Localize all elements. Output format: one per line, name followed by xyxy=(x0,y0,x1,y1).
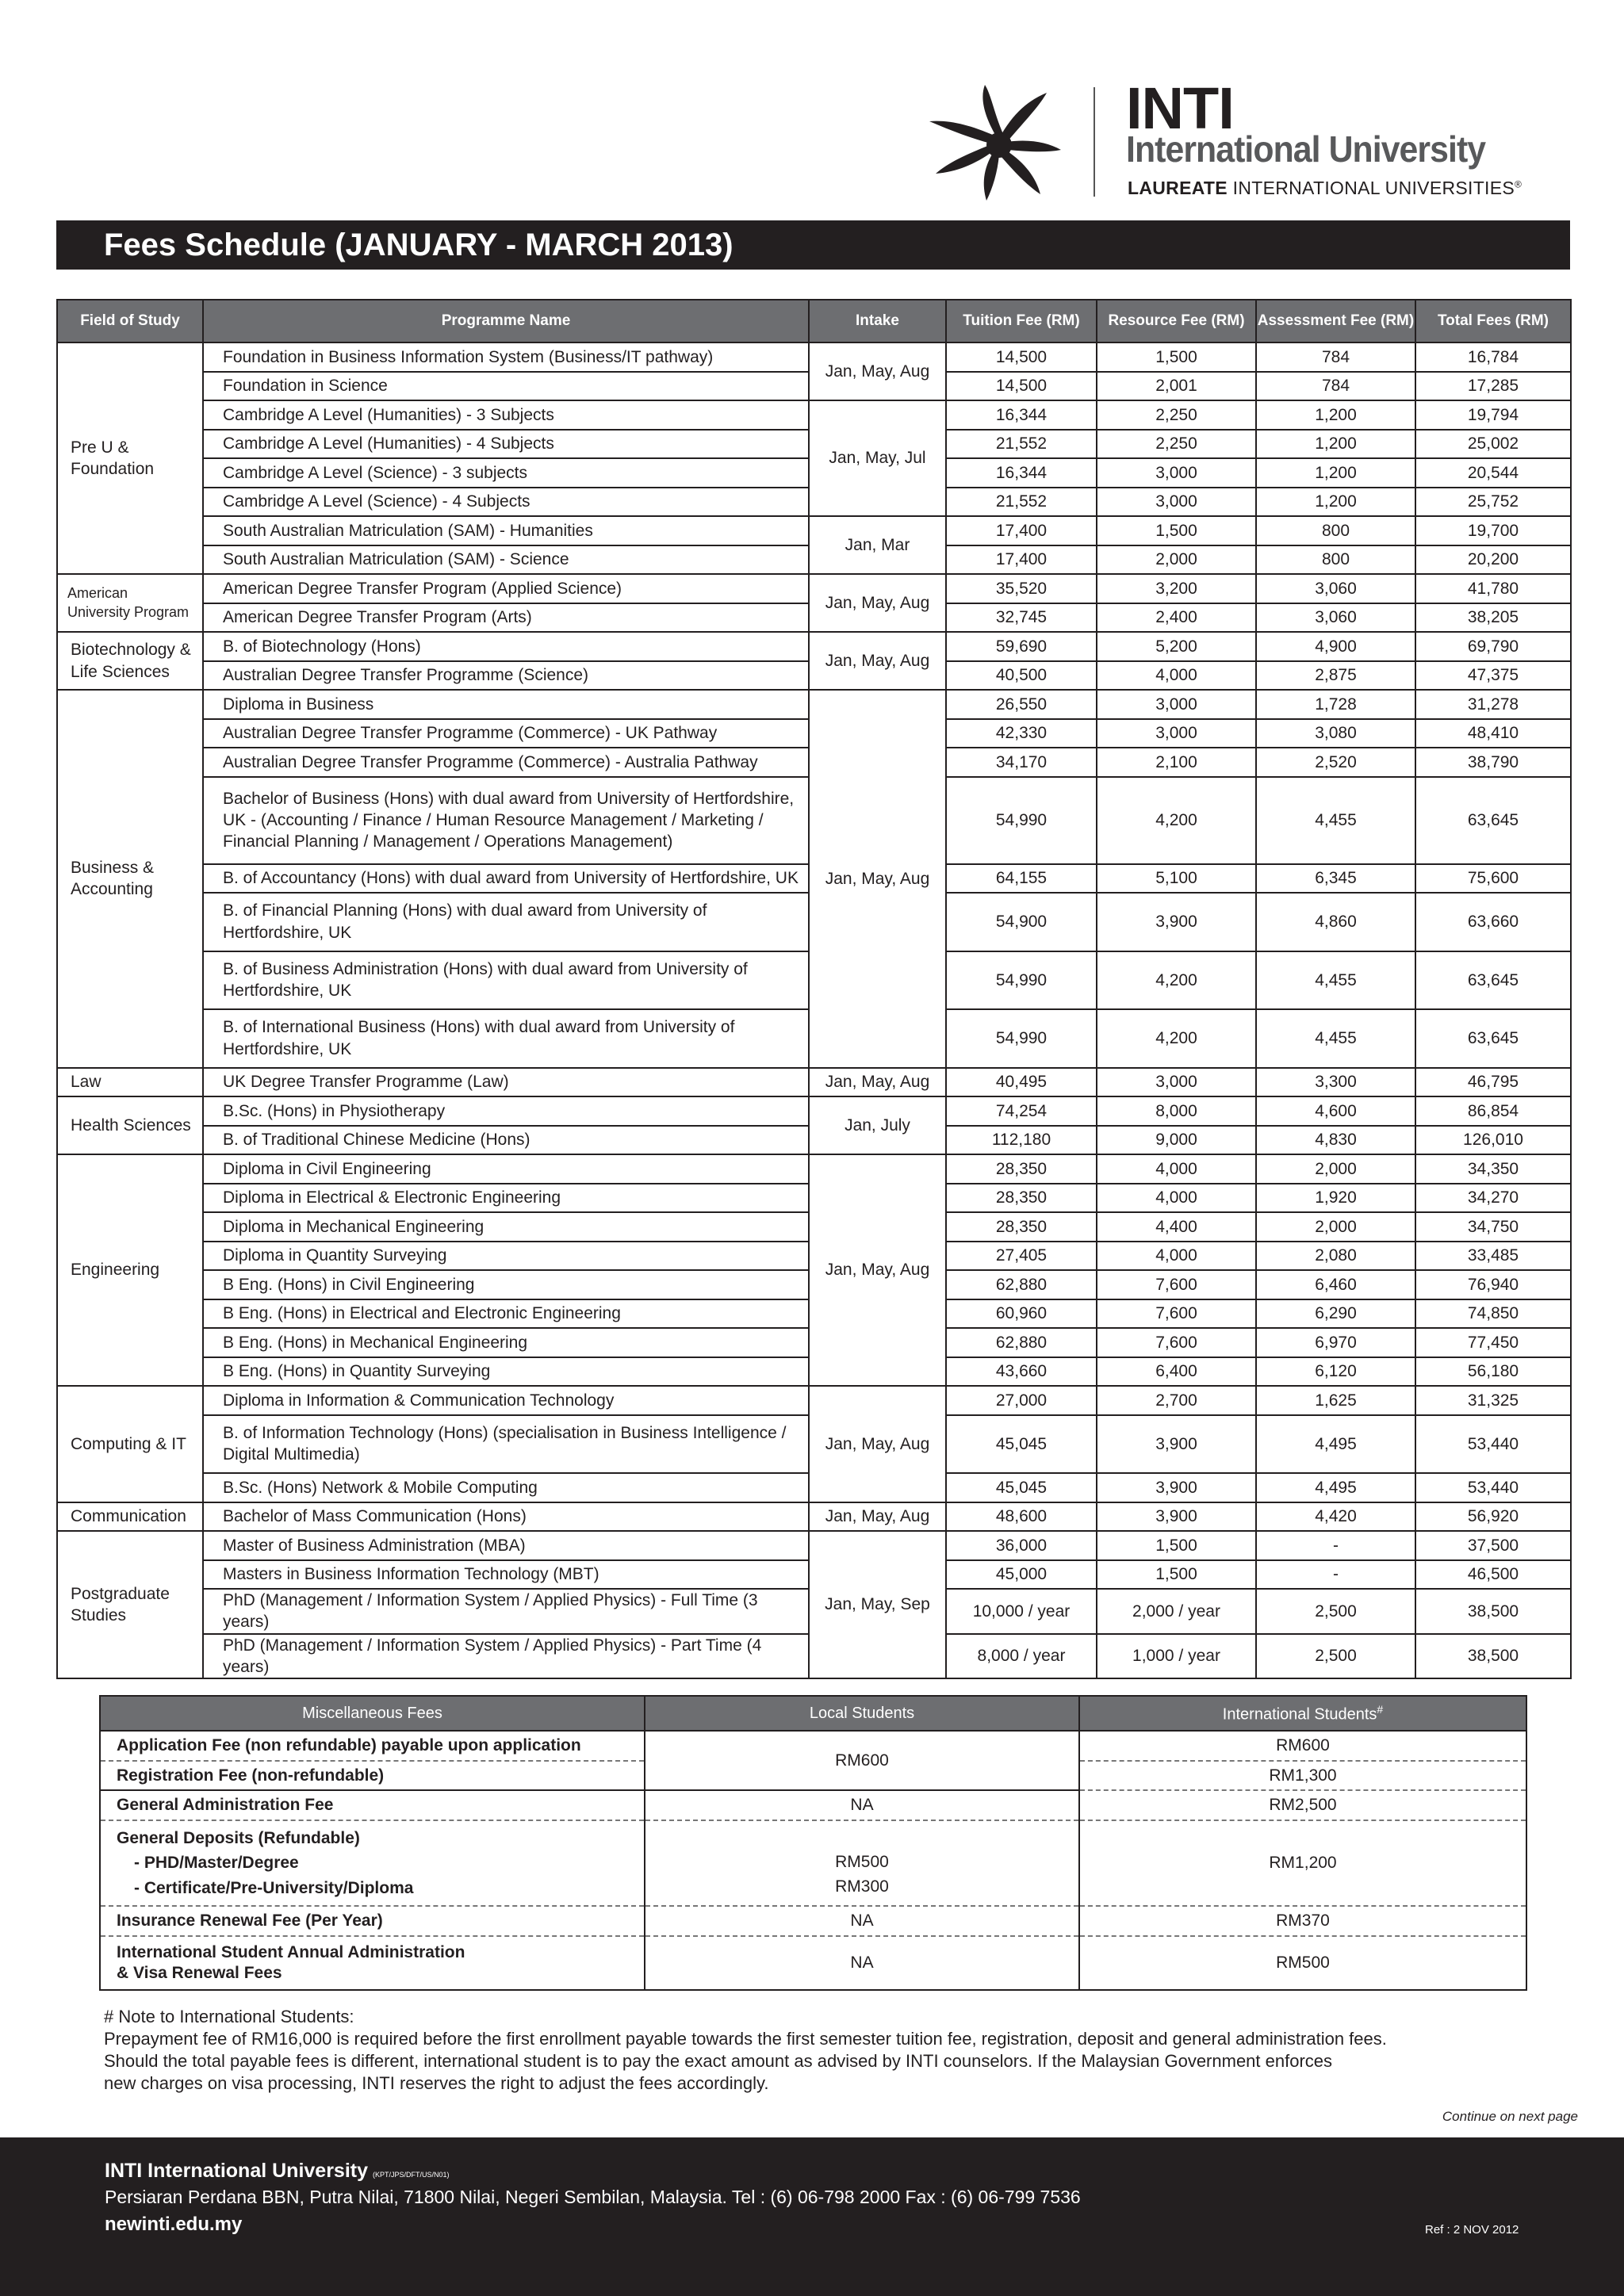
misc-row-visa xyxy=(100,1936,1526,1990)
resource-fee-cell: 3,000 xyxy=(1097,1068,1256,1097)
programme-cell: Diploma in Information & Communication Technology xyxy=(203,1386,809,1415)
assessment-fee-cell: 800 xyxy=(1256,545,1415,575)
tuition-fee-cell: 54,900 xyxy=(946,893,1097,951)
resource-fee-cell: 3,200 xyxy=(1097,574,1256,603)
tuition-fee-cell: 17,400 xyxy=(946,516,1097,545)
assessment-fee-cell: 1,200 xyxy=(1256,488,1415,517)
resource-fee-cell: 2,250 xyxy=(1097,400,1256,430)
tuition-fee-cell: 28,350 xyxy=(946,1184,1097,1213)
intake-cell: Jan, May, Aug xyxy=(809,1068,946,1097)
total-fees-cell: 38,205 xyxy=(1415,603,1571,633)
intake-cell: Jan, May, Aug xyxy=(809,690,946,1068)
misc-local-visa: NA xyxy=(645,1936,1079,1990)
total-fees-cell: 53,440 xyxy=(1415,1473,1571,1502)
resource-fee-cell: 3,000 xyxy=(1097,719,1256,748)
programme-cell: Masters in Business Information Technology (MBT) xyxy=(203,1560,809,1590)
field-of-study-cell: Pre U & Foundation xyxy=(57,342,203,574)
misc-header-row xyxy=(100,1696,1526,1731)
field-of-study-cell: Health Sciences xyxy=(57,1096,203,1154)
programme-cell: B. of Financial Planning (Hons) with dual award from University of Hertfordshire, UK xyxy=(203,893,809,951)
misc-intl-registration: RM1,300 xyxy=(1079,1761,1526,1791)
page-header xyxy=(0,0,1624,214)
table-row xyxy=(57,690,1571,719)
note-heading: # Note to International Students: xyxy=(104,2007,354,2026)
total-fees-cell: 86,854 xyxy=(1415,1096,1571,1126)
intake-cell: Jan, May, Aug xyxy=(809,574,946,632)
misc-row-admin xyxy=(100,1790,1526,1820)
resource-fee-cell: 1,500 xyxy=(1097,1531,1256,1560)
resource-fee-cell: 4,200 xyxy=(1097,1009,1256,1068)
intake-cell: Jan, May, Sep xyxy=(809,1531,946,1678)
misc-local-deposit-cert: RM300 xyxy=(835,1877,889,1896)
programme-cell: B Eng. (Hons) in Quantity Surveying xyxy=(203,1357,809,1387)
programme-cell: B. of Biotechnology (Hons) xyxy=(203,632,809,661)
page-title: Fees Schedule (JANUARY - MARCH 2013) xyxy=(104,228,733,262)
resource-fee-cell: 3,900 xyxy=(1097,1473,1256,1502)
resource-fee-cell: 1,000 / year xyxy=(1097,1634,1256,1679)
assessment-fee-cell: 4,495 xyxy=(1256,1473,1415,1502)
programme-cell: South Australian Matriculation (SAM) - Humanities xyxy=(203,516,809,545)
table-row xyxy=(57,516,1571,545)
tuition-fee-cell: 14,500 xyxy=(946,372,1097,401)
programme-cell: Bachelor of Mass Communication (Hons) xyxy=(203,1502,809,1532)
total-fees-cell: 75,600 xyxy=(1415,864,1571,894)
assessment-fee-cell: 2,500 xyxy=(1256,1589,1415,1634)
assessment-fee-cell: 4,455 xyxy=(1256,777,1415,864)
resource-fee-cell: 3,900 xyxy=(1097,1502,1256,1532)
total-fees-cell: 126,010 xyxy=(1415,1126,1571,1155)
tuition-fee-cell: 17,400 xyxy=(946,545,1097,575)
total-fees-cell: 17,285 xyxy=(1415,372,1571,401)
programme-cell: Diploma in Business xyxy=(203,690,809,719)
programme-cell: Diploma in Electrical & Electronic Engineering xyxy=(203,1184,809,1213)
programme-cell: South Australian Matriculation (SAM) - Science xyxy=(203,545,809,575)
fees-table-body xyxy=(57,342,1571,1678)
total-fees-cell: 76,940 xyxy=(1415,1270,1571,1299)
misc-deposit-phd: - PHD/Master/Degree xyxy=(134,1854,299,1873)
assessment-fee-cell: 4,455 xyxy=(1256,951,1415,1010)
tuition-fee-cell: 36,000 xyxy=(946,1531,1097,1560)
programme-cell: Diploma in Civil Engineering xyxy=(203,1154,809,1184)
assessment-fee-cell: 784 xyxy=(1256,372,1415,401)
tuition-fee-cell: 45,045 xyxy=(946,1415,1097,1474)
intake-cell: Jan, Mar xyxy=(809,516,946,574)
tuition-fee-cell: 21,552 xyxy=(946,430,1097,459)
misc-col-header-mark: # xyxy=(1377,1702,1384,1716)
tuition-fee-cell: 35,520 xyxy=(946,574,1097,603)
tuition-fee-cell: 54,990 xyxy=(946,951,1097,1010)
tuition-fee-cell: 27,000 xyxy=(946,1386,1097,1415)
tuition-fee-cell: 74,254 xyxy=(946,1096,1097,1126)
col-header-resource: Resource Fee (RM) xyxy=(1097,300,1256,342)
resource-fee-cell: 4,000 xyxy=(1097,1154,1256,1184)
intake-cell: Jan, May, Aug xyxy=(809,1502,946,1532)
total-fees-cell: 20,200 xyxy=(1415,545,1571,575)
resource-fee-cell: 2,400 xyxy=(1097,603,1256,633)
resource-fee-cell: 8,000 xyxy=(1097,1096,1256,1126)
misc-label-visa xyxy=(100,1936,645,1990)
total-fees-cell: 34,750 xyxy=(1415,1212,1571,1242)
tuition-fee-cell: 14,500 xyxy=(946,342,1097,372)
tuition-fee-cell: 48,600 xyxy=(946,1502,1097,1532)
continue-label: Continue on next page xyxy=(1442,2109,1578,2124)
total-fees-cell: 31,325 xyxy=(1415,1386,1571,1415)
resource-fee-cell: 6,400 xyxy=(1097,1357,1256,1387)
table-row xyxy=(57,1386,1571,1415)
assessment-fee-cell: 1,200 xyxy=(1256,400,1415,430)
total-fees-cell: 74,850 xyxy=(1415,1299,1571,1329)
total-fees-cell: 63,645 xyxy=(1415,777,1571,864)
programme-cell: B Eng. (Hons) in Electrical and Electronic Engineering xyxy=(203,1299,809,1329)
total-fees-cell: 37,500 xyxy=(1415,1531,1571,1560)
assessment-fee-cell: 2,520 xyxy=(1256,748,1415,777)
programme-cell: B Eng. (Hons) in Civil Engineering xyxy=(203,1270,809,1299)
programme-cell: B. of Business Administration (Hons) with dual award from University of Hertfordshire, UK xyxy=(203,951,809,1010)
programme-cell: Cambridge A Level (Humanities) - 4 Subjects xyxy=(203,430,809,459)
tuition-fee-cell: 54,990 xyxy=(946,1009,1097,1068)
total-fees-cell: 47,375 xyxy=(1415,661,1571,691)
misc-col-header-fees: Miscellaneous Fees xyxy=(100,1696,645,1731)
misc-label-admin: General Administration Fee xyxy=(100,1790,645,1820)
total-fees-cell: 41,780 xyxy=(1415,574,1571,603)
intake-cell: Jan, May, Aug xyxy=(809,342,946,400)
assessment-fee-cell: 4,455 xyxy=(1256,1009,1415,1068)
misc-deposits-title: General Deposits (Refundable) xyxy=(117,1828,360,1847)
assessment-fee-cell: 4,600 xyxy=(1256,1096,1415,1126)
resource-fee-cell: 7,600 xyxy=(1097,1328,1256,1357)
table-row xyxy=(57,400,1571,430)
tuition-fee-cell: 28,350 xyxy=(946,1154,1097,1184)
programme-cell: Foundation in Business Information System (Business/IT pathway) xyxy=(203,342,809,372)
tuition-fee-cell: 21,552 xyxy=(946,488,1097,517)
field-of-study-cell: American University Program xyxy=(57,574,203,632)
programme-cell: American Degree Transfer Program (Applied Science) xyxy=(203,574,809,603)
assessment-fee-cell: 1,200 xyxy=(1256,458,1415,488)
misc-intl-admin: RM2,500 xyxy=(1079,1790,1526,1820)
tuition-fee-cell: 59,690 xyxy=(946,632,1097,661)
total-fees-cell: 48,410 xyxy=(1415,719,1571,748)
misc-col-header-intl-label: International Students xyxy=(1222,1705,1377,1724)
col-header-field: Field of Study xyxy=(57,300,203,342)
footer-address: Persiaran Perdana BBN, Putra Nilai, 71800 Nilai, Negeri Sembilan, Malaysia. Tel : (6) 06-798 2000 Fax : (6) 06-799 7536 xyxy=(105,2187,1081,2207)
total-fees-cell: 63,660 xyxy=(1415,893,1571,951)
misc-label-registration: Registration Fee (non-refundable) xyxy=(100,1761,645,1791)
assessment-fee-cell: 2,000 xyxy=(1256,1154,1415,1184)
assessment-fee-cell: 2,080 xyxy=(1256,1242,1415,1271)
misc-label-application: Application Fee (non refundable) payable upon application xyxy=(100,1731,645,1761)
assessment-fee-cell: 3,080 xyxy=(1256,719,1415,748)
total-fees-cell: 77,450 xyxy=(1415,1328,1571,1357)
tuition-fee-cell: 34,170 xyxy=(946,748,1097,777)
resource-fee-cell: 9,000 xyxy=(1097,1126,1256,1155)
assessment-fee-cell: 6,290 xyxy=(1256,1299,1415,1329)
assessment-fee-cell: 2,875 xyxy=(1256,661,1415,691)
misc-visa-line1: International Student Annual Administration xyxy=(117,1942,465,1961)
assessment-fee-cell: 6,345 xyxy=(1256,864,1415,894)
footer-reference: Ref : 2 NOV 2012 xyxy=(1425,2223,1519,2237)
logo-tagline xyxy=(1128,179,1522,197)
total-fees-cell: 69,790 xyxy=(1415,632,1571,661)
assessment-fee-cell: 2,000 xyxy=(1256,1212,1415,1242)
assessment-fee-cell: 3,060 xyxy=(1256,574,1415,603)
assessment-fee-cell: 1,625 xyxy=(1256,1386,1415,1415)
programme-cell: American Degree Transfer Program (Arts) xyxy=(203,603,809,633)
tuition-fee-cell: 60,960 xyxy=(946,1299,1097,1329)
programme-cell: Master of Business Administration (MBA) xyxy=(203,1531,809,1560)
assessment-fee-cell: 4,860 xyxy=(1256,893,1415,951)
assessment-fee-cell: 784 xyxy=(1256,342,1415,372)
total-fees-cell: 46,500 xyxy=(1415,1560,1571,1590)
resource-fee-cell: 7,600 xyxy=(1097,1299,1256,1329)
tuition-fee-cell: 32,745 xyxy=(946,603,1097,633)
international-note xyxy=(104,2006,1531,2095)
field-of-study-cell: Engineering xyxy=(57,1154,203,1386)
assessment-fee-cell: 800 xyxy=(1256,516,1415,545)
resource-fee-cell: 4,200 xyxy=(1097,777,1256,864)
col-header-intake: Intake xyxy=(809,300,946,342)
resource-fee-cell: 2,100 xyxy=(1097,748,1256,777)
tuition-fee-cell: 42,330 xyxy=(946,719,1097,748)
programme-cell: Australian Degree Transfer Programme (Commerce) - Australia Pathway xyxy=(203,748,809,777)
resource-fee-cell: 3,000 xyxy=(1097,488,1256,517)
resource-fee-cell: 3,000 xyxy=(1097,458,1256,488)
programme-cell: Australian Degree Transfer Programme (Science) xyxy=(203,661,809,691)
total-fees-cell: 38,500 xyxy=(1415,1589,1571,1634)
total-fees-cell: 25,752 xyxy=(1415,488,1571,517)
resource-fee-cell: 4,400 xyxy=(1097,1212,1256,1242)
tuition-fee-cell: 45,045 xyxy=(946,1473,1097,1502)
misc-row-insurance xyxy=(100,1906,1526,1936)
assessment-fee-cell: 6,970 xyxy=(1256,1328,1415,1357)
total-fees-cell: 16,784 xyxy=(1415,342,1571,372)
misc-deposit-cert: - Certificate/Pre-University/Diploma xyxy=(134,1878,414,1897)
programme-cell: B. of Information Technology (Hons) (specialisation in Business Intelligence / Digital Multimedia) xyxy=(203,1415,809,1474)
logo-subtitle: International University xyxy=(1126,128,1486,170)
misc-local-deposit-phd: RM500 xyxy=(835,1852,889,1871)
logo-tagline-bold: LAUREATE xyxy=(1128,178,1228,198)
total-fees-cell: 56,920 xyxy=(1415,1502,1571,1532)
misc-intl-visa: RM500 xyxy=(1079,1936,1526,1990)
resource-fee-cell: 4,000 xyxy=(1097,1242,1256,1271)
fees-table xyxy=(56,299,1572,1679)
misc-row-deposits xyxy=(100,1820,1526,1906)
total-fees-cell: 19,794 xyxy=(1415,400,1571,430)
intake-cell: Jan, May, Aug xyxy=(809,632,946,690)
table-row xyxy=(57,1068,1571,1097)
misc-col-header-intl xyxy=(1079,1696,1526,1731)
total-fees-cell: 33,485 xyxy=(1415,1242,1571,1271)
field-of-study-cell: Law xyxy=(57,1068,203,1097)
field-of-study-cell: Postgraduate Studies xyxy=(57,1531,203,1678)
tuition-fee-cell: 8,000 / year xyxy=(946,1634,1097,1679)
col-header-tuition: Tuition Fee (RM) xyxy=(946,300,1097,342)
programme-cell: PhD (Management / Information System / Applied Physics) - Part Time (4 years) xyxy=(203,1634,809,1679)
table-row xyxy=(57,1154,1571,1184)
programme-cell: B.Sc. (Hons) Network & Mobile Computing xyxy=(203,1473,809,1502)
resource-fee-cell: 5,100 xyxy=(1097,864,1256,894)
title-bar xyxy=(56,220,1570,270)
page-footer xyxy=(0,2137,1624,2296)
programme-cell: Cambridge A Level (Science) - 3 subjects xyxy=(203,458,809,488)
programme-cell: Cambridge A Level (Humanities) - 3 Subjects xyxy=(203,400,809,430)
programme-cell: Cambridge A Level (Science) - 4 Subjects xyxy=(203,488,809,517)
footer-website-link[interactable]: newinti.edu.my xyxy=(105,2214,243,2235)
tuition-fee-cell: 28,350 xyxy=(946,1212,1097,1242)
programme-cell: Diploma in Quantity Surveying xyxy=(203,1242,809,1271)
misc-row-application xyxy=(100,1731,1526,1761)
note-line-2: Should the total payable fees is different, international student is to pay the exact amount as advised by INTI counselors. If the Malaysian Government enforces xyxy=(104,2051,1333,2071)
misc-local-app-reg: RM600 xyxy=(645,1731,1079,1790)
field-of-study-cell: Biotechnology & Life Sciences xyxy=(57,632,203,690)
tuition-fee-cell: 40,495 xyxy=(946,1068,1097,1097)
assessment-fee-cell: 2,500 xyxy=(1256,1634,1415,1679)
misc-fees-table xyxy=(99,1695,1527,1991)
programme-cell: B. of International Business (Hons) with dual award from University of Hertfordshire, UK xyxy=(203,1009,809,1068)
total-fees-cell: 19,700 xyxy=(1415,516,1571,545)
field-of-study-cell: Business & Accounting xyxy=(57,690,203,1068)
resource-fee-cell: 4,000 xyxy=(1097,1184,1256,1213)
programme-cell: Foundation in Science xyxy=(203,372,809,401)
resource-fee-cell: 1,500 xyxy=(1097,516,1256,545)
total-fees-cell: 38,790 xyxy=(1415,748,1571,777)
programme-cell: UK Degree Transfer Programme (Law) xyxy=(203,1068,809,1097)
programme-cell: PhD (Management / Information System / Applied Physics) - Full Time (3 years) xyxy=(203,1589,809,1634)
total-fees-cell: 20,544 xyxy=(1415,458,1571,488)
logo-divider xyxy=(1094,87,1095,197)
total-fees-cell: 56,180 xyxy=(1415,1357,1571,1387)
misc-col-header-local: Local Students xyxy=(645,1696,1079,1731)
logo-registered-mark: ® xyxy=(1515,178,1522,190)
assessment-fee-cell: - xyxy=(1256,1560,1415,1590)
resource-fee-cell: 2,000 xyxy=(1097,545,1256,575)
intake-cell: Jan, May, Aug xyxy=(809,1386,946,1502)
programme-cell: Bachelor of Business (Hons) with dual award from University of Hertfordshire, UK - (Accounting / Finance / Human Resource Management / Marketing / Financial Planning / Management / Operations Management) xyxy=(203,777,809,864)
tuition-fee-cell: 26,550 xyxy=(946,690,1097,719)
misc-local-deposits xyxy=(645,1820,1079,1906)
assessment-fee-cell: 6,120 xyxy=(1256,1357,1415,1387)
note-line-1: Prepayment fee of RM16,000 is required before the first enrollment payable towards the first semester tuition fee, registration, deposit and general administration fees. xyxy=(104,2029,1387,2049)
tuition-fee-cell: 16,344 xyxy=(946,458,1097,488)
misc-label-deposits xyxy=(100,1820,645,1906)
assessment-fee-cell: 1,728 xyxy=(1256,690,1415,719)
total-fees-cell: 31,278 xyxy=(1415,690,1571,719)
assessment-fee-cell: 1,200 xyxy=(1256,430,1415,459)
resource-fee-cell: 1,500 xyxy=(1097,342,1256,372)
note-line-3: new charges on visa processing, INTI reserves the right to adjust the fees accordingly. xyxy=(104,2073,769,2093)
assessment-fee-cell: - xyxy=(1256,1531,1415,1560)
table-row xyxy=(57,342,1571,372)
programme-cell: B Eng. (Hons) in Mechanical Engineering xyxy=(203,1328,809,1357)
misc-intl-insurance: RM370 xyxy=(1079,1906,1526,1936)
tuition-fee-cell: 43,660 xyxy=(946,1357,1097,1387)
programme-cell: Australian Degree Transfer Programme (Commerce) - UK Pathway xyxy=(203,719,809,748)
resource-fee-cell: 3,900 xyxy=(1097,893,1256,951)
misc-local-admin: NA xyxy=(645,1790,1079,1820)
assessment-fee-cell: 4,900 xyxy=(1256,632,1415,661)
table-row xyxy=(57,574,1571,603)
total-fees-cell: 46,795 xyxy=(1415,1068,1571,1097)
tuition-fee-cell: 16,344 xyxy=(946,400,1097,430)
resource-fee-cell: 3,900 xyxy=(1097,1415,1256,1474)
assessment-fee-cell: 4,495 xyxy=(1256,1415,1415,1474)
assessment-fee-cell: 1,920 xyxy=(1256,1184,1415,1213)
resource-fee-cell: 2,700 xyxy=(1097,1386,1256,1415)
tuition-fee-cell: 54,990 xyxy=(946,777,1097,864)
tuition-fee-cell: 62,880 xyxy=(946,1328,1097,1357)
tuition-fee-cell: 27,405 xyxy=(946,1242,1097,1271)
tuition-fee-cell: 112,180 xyxy=(946,1126,1097,1155)
misc-local-insurance: NA xyxy=(645,1906,1079,1936)
table-row xyxy=(57,632,1571,661)
total-fees-cell: 53,440 xyxy=(1415,1415,1571,1474)
table-row xyxy=(57,1531,1571,1560)
resource-fee-cell: 3,000 xyxy=(1097,690,1256,719)
table-row xyxy=(57,1096,1571,1126)
resource-fee-cell: 2,001 xyxy=(1097,372,1256,401)
resource-fee-cell: 2,000 / year xyxy=(1097,1589,1256,1634)
total-fees-cell: 34,270 xyxy=(1415,1184,1571,1213)
field-of-study-cell: Computing & IT xyxy=(57,1386,203,1502)
field-of-study-cell: Communication xyxy=(57,1502,203,1532)
col-header-total: Total Fees (RM) xyxy=(1415,300,1571,342)
tuition-fee-cell: 64,155 xyxy=(946,864,1097,894)
intake-cell: Jan, May, Aug xyxy=(809,1154,946,1386)
total-fees-cell: 63,645 xyxy=(1415,951,1571,1010)
total-fees-cell: 25,002 xyxy=(1415,430,1571,459)
misc-label-insurance: Insurance Renewal Fee (Per Year) xyxy=(100,1906,645,1936)
intake-cell: Jan, July xyxy=(809,1096,946,1154)
resource-fee-cell: 4,200 xyxy=(1097,951,1256,1010)
assessment-fee-cell: 3,060 xyxy=(1256,603,1415,633)
resource-fee-cell: 5,200 xyxy=(1097,632,1256,661)
col-header-programme: Programme Name xyxy=(203,300,809,342)
total-fees-cell: 34,350 xyxy=(1415,1154,1571,1184)
footer-university-name xyxy=(105,2160,450,2183)
resource-fee-cell: 2,250 xyxy=(1097,430,1256,459)
misc-intl-deposits: RM1,200 xyxy=(1079,1820,1526,1906)
tuition-fee-cell: 45,000 xyxy=(946,1560,1097,1590)
footer-code: (KPT/JPS/DFT/US/N01) xyxy=(373,2171,450,2179)
tuition-fee-cell: 10,000 / year xyxy=(946,1589,1097,1634)
tuition-fee-cell: 40,500 xyxy=(946,661,1097,691)
fees-table-header-row xyxy=(57,300,1571,342)
assessment-fee-cell: 4,830 xyxy=(1256,1126,1415,1155)
table-row xyxy=(57,1502,1571,1532)
assessment-fee-cell: 4,420 xyxy=(1256,1502,1415,1532)
col-header-assessment: Assessment Fee (RM) xyxy=(1256,300,1415,342)
programme-cell: B.Sc. (Hons) in Physiotherapy xyxy=(203,1096,809,1126)
resource-fee-cell: 7,600 xyxy=(1097,1270,1256,1299)
footer-name-text: INTI International University xyxy=(105,2160,369,2182)
misc-visa-line2: & Visa Renewal Fees xyxy=(117,1964,282,1982)
total-fees-cell: 63,645 xyxy=(1415,1009,1571,1068)
logo-wordmark: INTI xyxy=(1126,75,1234,141)
programme-cell: B. of Traditional Chinese Medicine (Hons) xyxy=(203,1126,809,1155)
programme-cell: Diploma in Mechanical Engineering xyxy=(203,1212,809,1242)
inti-star-logo-icon xyxy=(928,83,1063,202)
assessment-fee-cell: 3,300 xyxy=(1256,1068,1415,1097)
resource-fee-cell: 1,500 xyxy=(1097,1560,1256,1590)
resource-fee-cell: 4,000 xyxy=(1097,661,1256,691)
intake-cell: Jan, May, Jul xyxy=(809,400,946,516)
logo-tagline-text: INTERNATIONAL UNIVERSITIES xyxy=(1232,178,1515,198)
programme-cell: B. of Accountancy (Hons) with dual award from University of Hertfordshire, UK xyxy=(203,864,809,894)
misc-intl-application: RM600 xyxy=(1079,1731,1526,1761)
total-fees-cell: 38,500 xyxy=(1415,1634,1571,1679)
assessment-fee-cell: 6,460 xyxy=(1256,1270,1415,1299)
tuition-fee-cell: 62,880 xyxy=(946,1270,1097,1299)
